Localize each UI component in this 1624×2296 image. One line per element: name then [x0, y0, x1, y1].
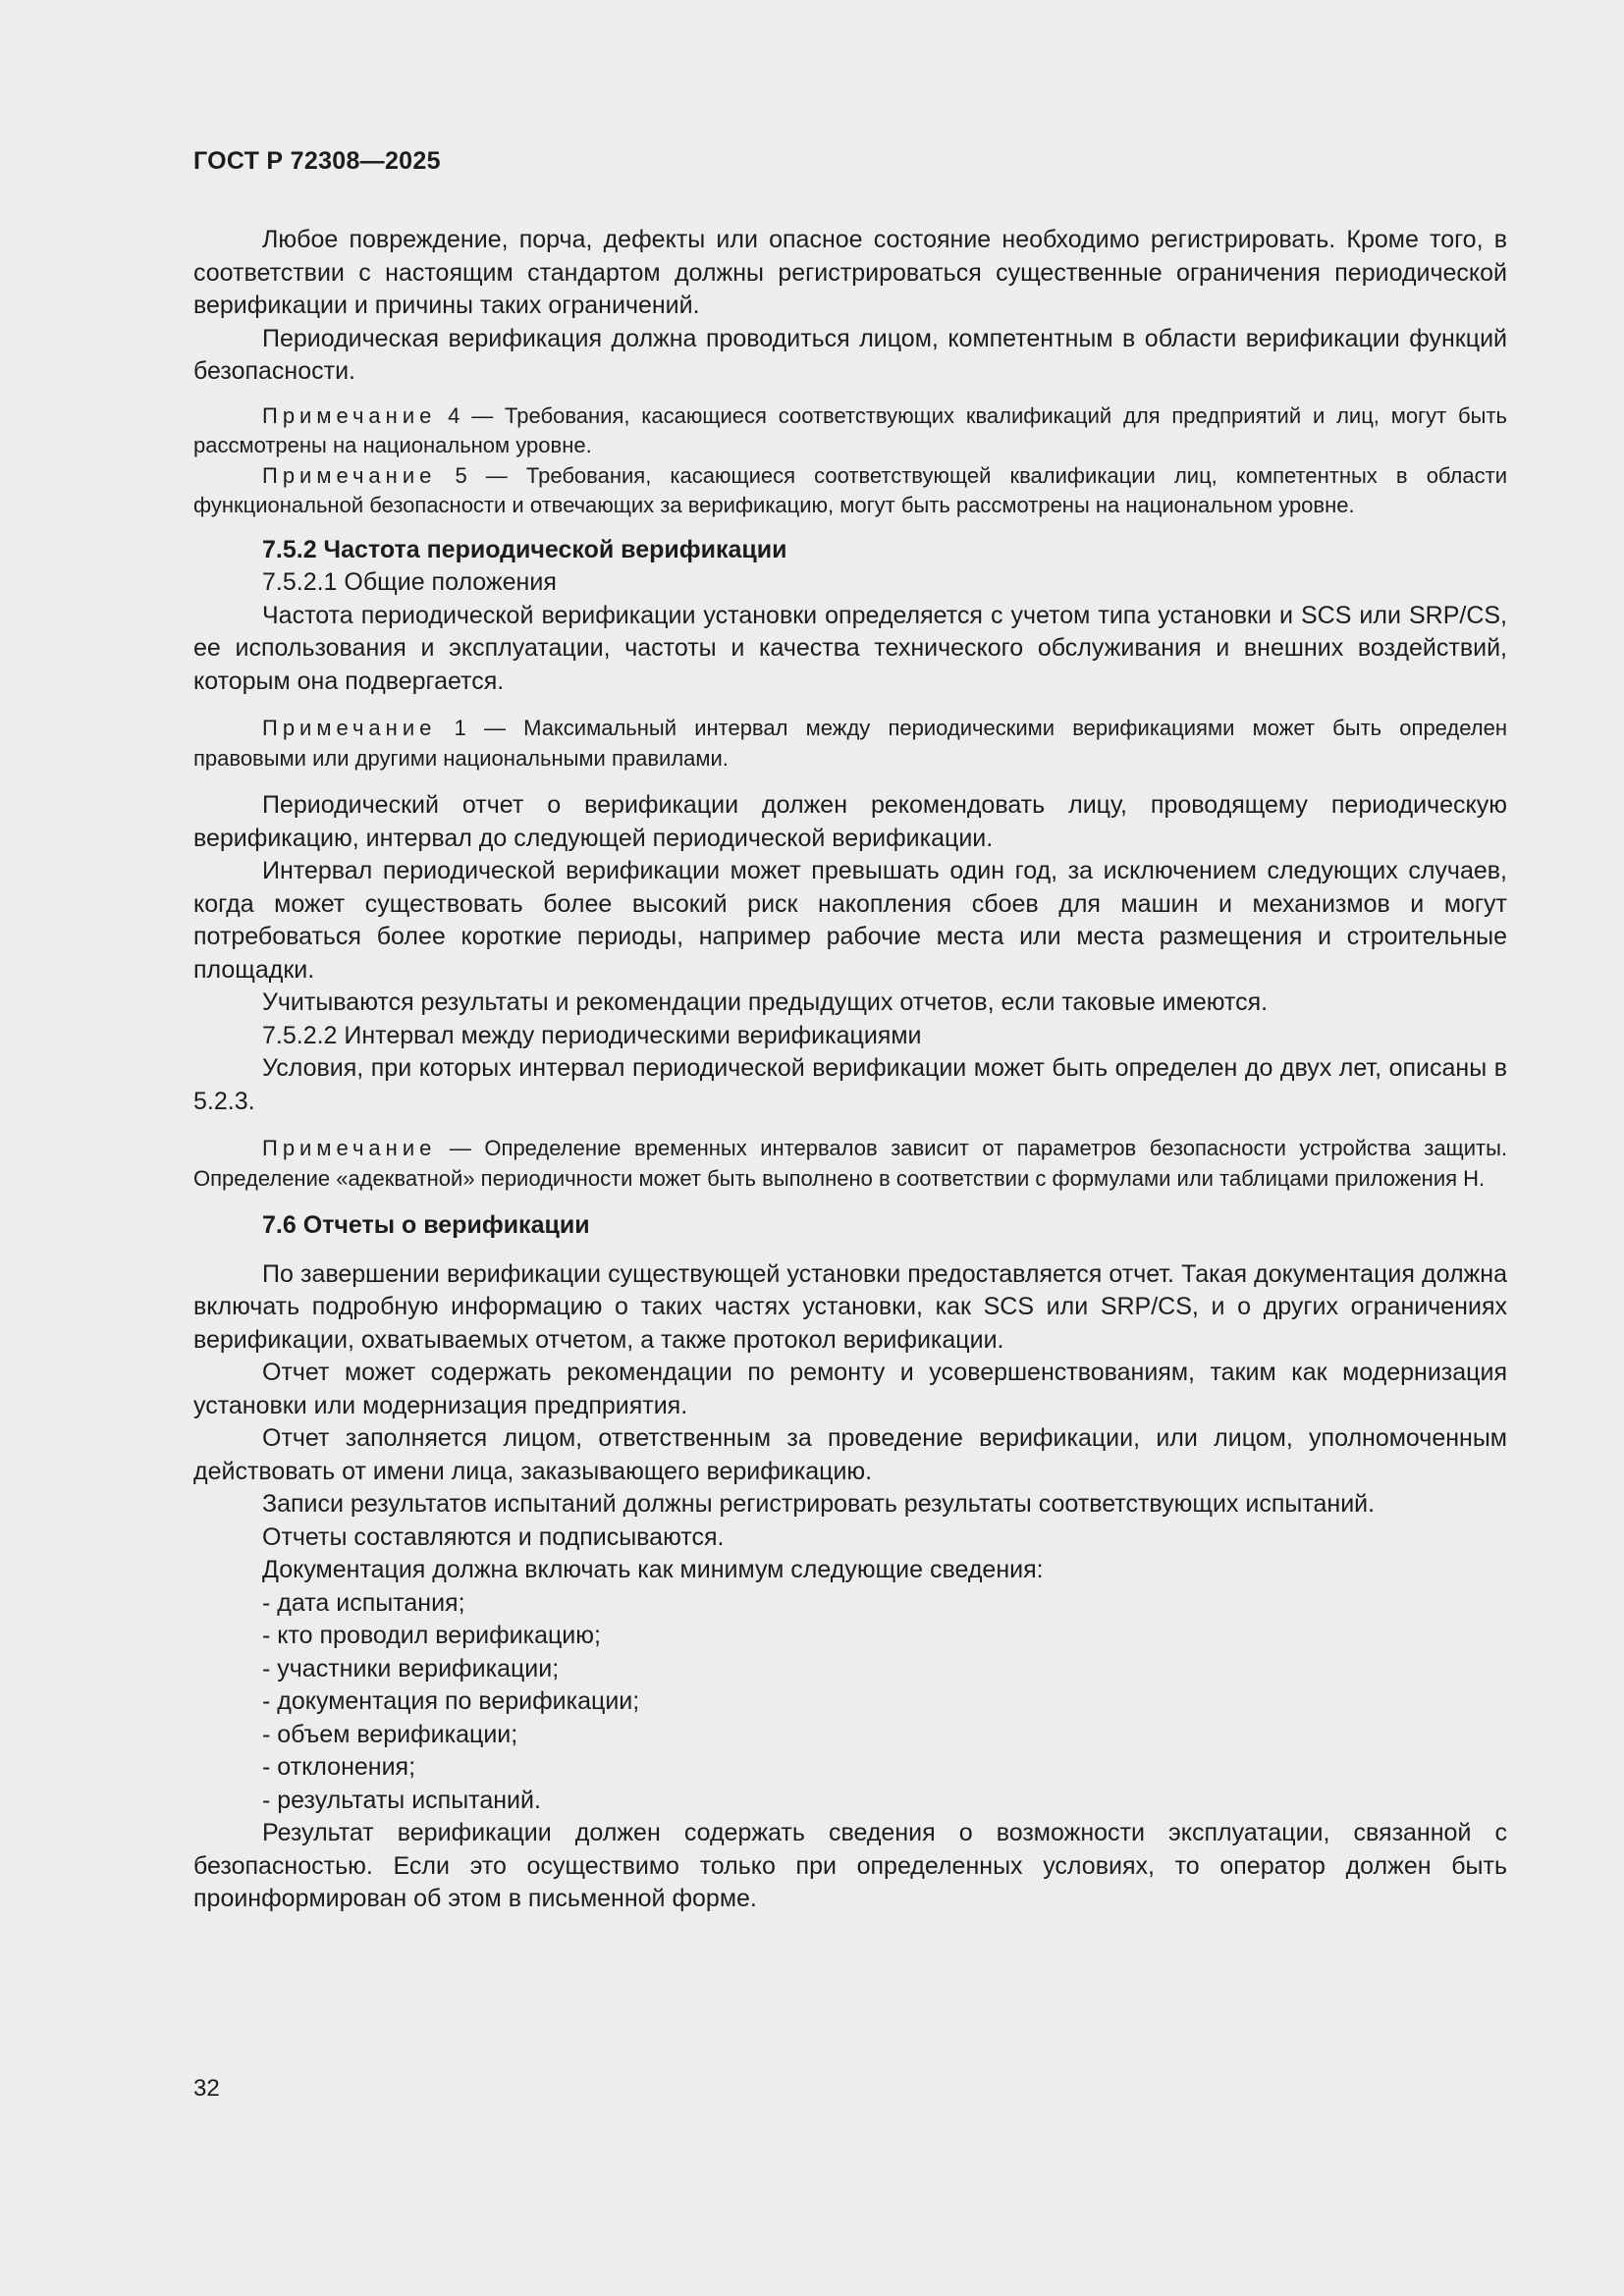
paragraph: Условия, при которых интервал периодической верификации может быть определен до двух лет, описаны в 5.2.3. — [193, 1054, 1507, 1115]
subsection-title-7-5-2-1: 7.5.2.1 Общие положения — [262, 568, 557, 596]
list-item: - отклонения; — [262, 1753, 416, 1781]
paragraph: Любое повреждение, порча, дефекты или опасное состояние необходимо регистрировать. Кроме того, в соответствии с настоящим стандартом должны регистрироваться существенные ограничения периодической верификации и причины таких ограничений. — [193, 226, 1507, 319]
note-label: Примечание — [262, 462, 437, 488]
note-4 — [193, 401, 1507, 461]
note-label: Примечание — [262, 402, 437, 428]
list-item: - дата испытания; — [262, 1588, 465, 1617]
paragraph: Отчет может содержать рекомендации по ремонту и усовершенствованиям, таким как модернизация установки или модернизация предприятия. — [193, 1359, 1507, 1419]
paragraph: Частота периодической верификации установки определяется с учетом типа установки и SCS или SRP/CS, ее использования и эксплуатации, частоты и качества технического обслуживания и внешних воздействий, которым она подвергается. — [193, 601, 1507, 695]
list-item: - кто проводил верификацию; — [262, 1622, 601, 1649]
paragraph: Отчет заполняется лицом, ответственным за проведение верификации, или лицом, уполномоченным действовать от имени лица, заказывающего верификацию. — [193, 1424, 1507, 1485]
subsection-title-7-5-2-2: 7.5.2.2 Интервал между периодическими верификациями — [262, 1021, 922, 1049]
paragraph: Периодическая верификация должна проводиться лицом, компетентным в области верификации функций безопасности. — [193, 324, 1507, 385]
note-label: Примечание — [262, 1136, 437, 1160]
note-text: — Определение временных интервалов зависит от параметров безопасности устройства защиты. Определение «адекватной» периодичности может быть выполнено в соответствии с формулами или таблицами приложения Н. — [193, 1136, 1507, 1191]
note-5 — [193, 461, 1507, 521]
note-label: Примечание — [262, 716, 437, 740]
document-code-header: ГОСТ Р 72308—2025 — [193, 147, 441, 175]
list-item: - объем верификации; — [262, 1720, 518, 1748]
page-body — [193, 224, 1507, 1916]
paragraph: Отчеты составляются и подписываются. — [262, 1522, 725, 1551]
list-item: - результаты испытаний. — [262, 1786, 541, 1814]
note-text: 5 — Требования, касающиеся соответствующей квалификации лиц, компетентных в области функциональной безопасности и отвечающих за верификацию, могут быть рассмотрены на национальном уровне. — [193, 462, 1507, 517]
note-text: 4 — Требования, касающиеся соответствующих квалификаций для предприятий и лиц, могут быть рассмотрены на национальном уровне. — [193, 402, 1507, 457]
paragraph: Записи результатов испытаний должны регистрировать результаты соответствующих испытаний. — [262, 1490, 1376, 1518]
paragraph: Документация должна включать как минимум следующие сведения: — [262, 1556, 1044, 1583]
note — [193, 1134, 1507, 1194]
list-item: - участники верификации; — [262, 1654, 560, 1682]
note-1 — [193, 714, 1507, 774]
note-text: 1 — Максимальный интервал между периодическими верификациями может быть определен правовыми или другими национальными правилами. — [193, 716, 1507, 771]
section-heading-7-5-2: 7.5.2 Частота периодической верификации — [262, 535, 787, 563]
page-number: 32 — [193, 2075, 220, 2102]
paragraph: По завершении верификации существующей установки предоставляется отчет. Такая документация должна включать подробную информацию о таких частях установки, как SCS или SRP/CS, и о других ограничениях верификации, охватываемых отчетом, а также протокол верификации. — [193, 1259, 1507, 1354]
section-heading-7-6: 7.6 Отчеты о верификации — [262, 1211, 590, 1239]
paragraph: Интервал периодической верификации может превышать один год, за исключением следующих случаев, когда может существовать более высокий риск накопления сбоев для машин и механизмов и могут потребоваться более короткие периоды, например рабочие места или места размещения и строительные площадки. — [193, 857, 1507, 984]
paragraph: Периодический отчет о верификации должен рекомендовать лицу, проводящему периодическую верификацию, интервал до следующей периодической верификации. — [193, 791, 1507, 852]
list-item: - документация по верификации; — [262, 1687, 640, 1715]
paragraph: Учитываются результаты и рекомендации предыдущих отчетов, если таковые имеются. — [262, 988, 1269, 1016]
paragraph: Результат верификации должен содержать сведения о возможности эксплуатации, связанной с безопасностью. Если это осуществимо только при определенных условиях, то оператор должен быть проинформирован об этом в письменной форме. — [193, 1819, 1507, 1912]
